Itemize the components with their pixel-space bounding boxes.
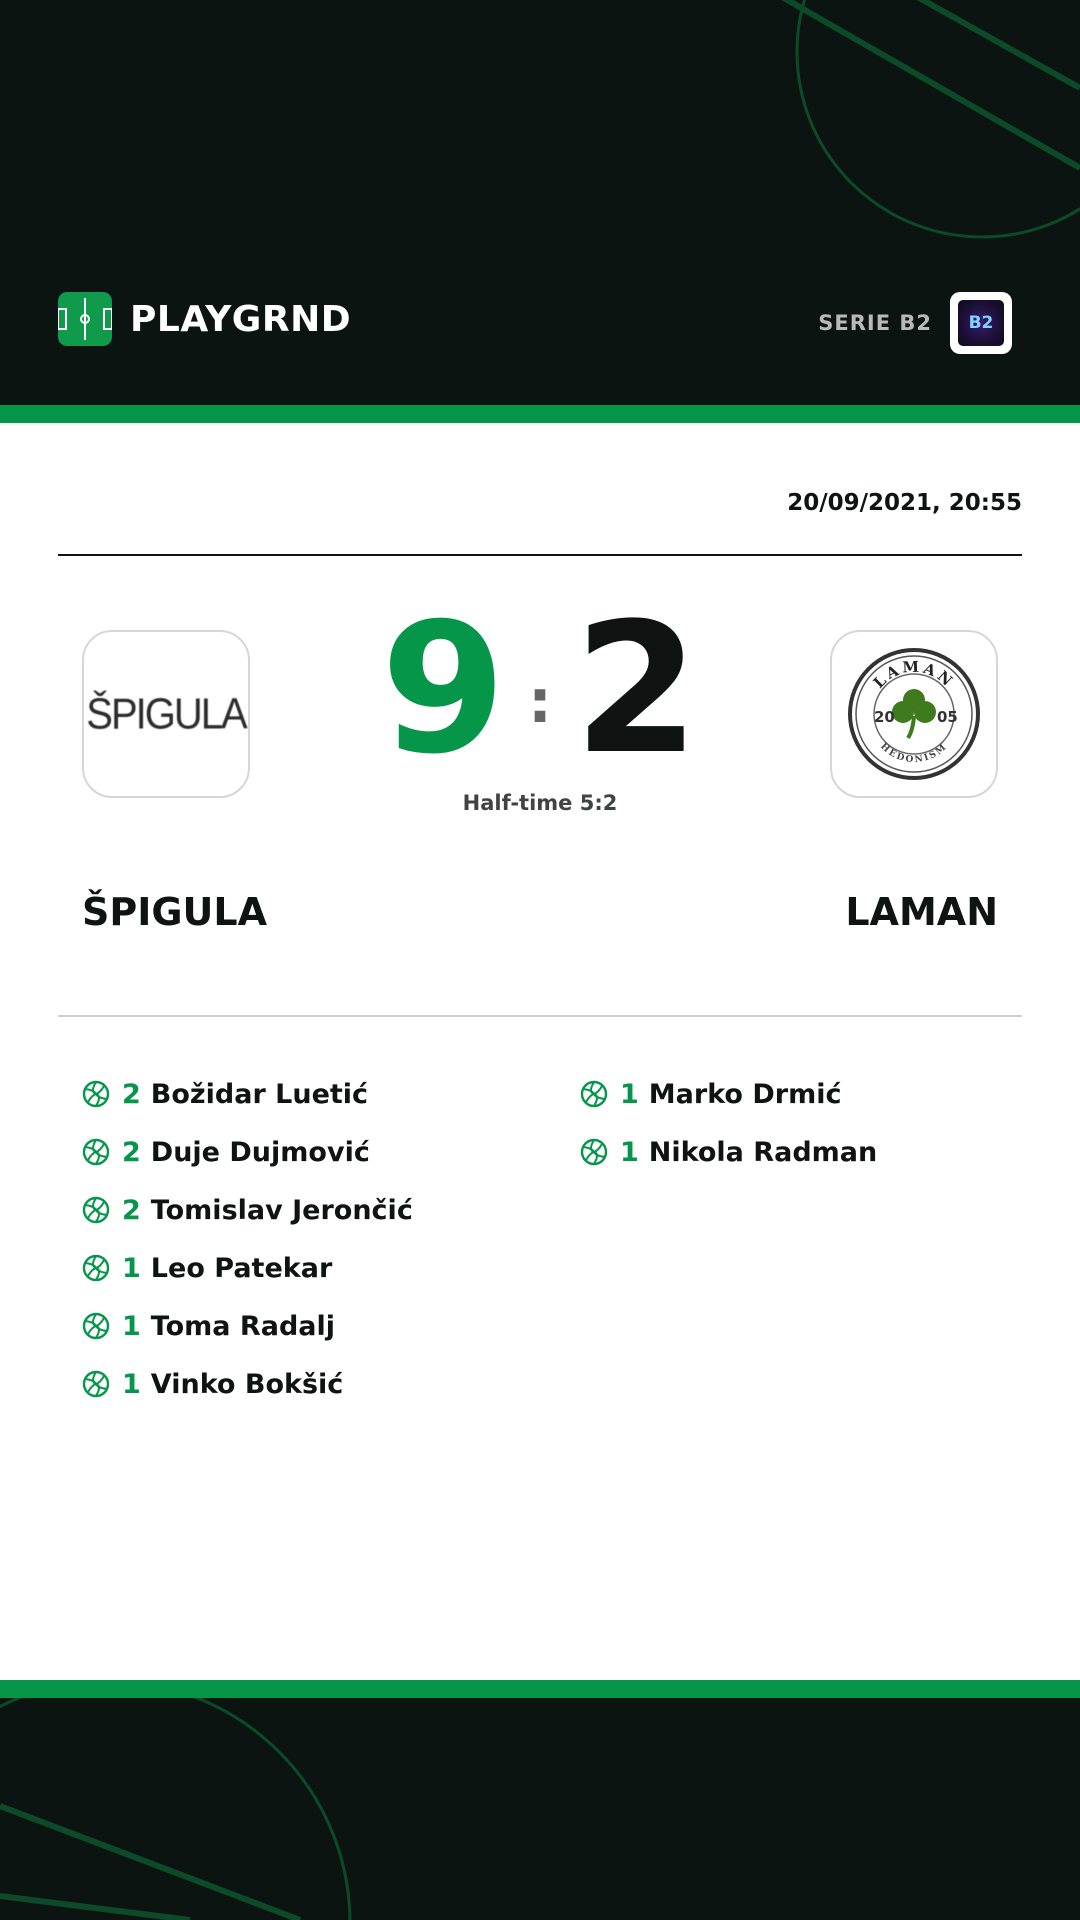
scorer-name: Vinko Bokšić [150, 1368, 344, 1400]
header [0, 0, 1080, 405]
scorer-name: Leo Patekar [150, 1252, 333, 1284]
scorer-goals: 1 [620, 1136, 639, 1168]
divider [58, 554, 1022, 556]
footer-decoration [0, 1698, 1080, 1920]
crest-year-left: 20 [874, 708, 895, 726]
scorer-goals: 1 [122, 1368, 141, 1400]
scorer-item [580, 1065, 1040, 1123]
scorer-item [82, 1239, 542, 1297]
ball-icon [580, 1080, 608, 1108]
home-team-name: ŠPIGULA [82, 890, 268, 934]
scoreboard [380, 585, 700, 794]
away-team-logo [830, 630, 998, 798]
away-scorers-list [580, 1065, 1040, 1181]
scorer-goals: 2 [122, 1194, 141, 1226]
crest-top-text: LAMAN [869, 657, 959, 692]
scorer-item [82, 1065, 542, 1123]
scorer-goals: 2 [122, 1078, 141, 1110]
scorer-name: Duje Dujmović [150, 1136, 370, 1168]
scorer-name: Nikola Radman [648, 1136, 878, 1168]
scorer-name: Tomislav Jerončić [150, 1194, 413, 1226]
match-datetime: 20/09/2021, 20:55 [787, 490, 1022, 516]
away-team-name: LAMAN [845, 890, 998, 934]
ball-icon [82, 1254, 110, 1282]
scorer-item [82, 1123, 542, 1181]
home-score: 9 [380, 585, 506, 794]
league-badge-logo: B2 [958, 300, 1004, 346]
ball-icon [82, 1138, 110, 1166]
divider [58, 1015, 1022, 1017]
header-accent-bar [0, 405, 1080, 423]
scorer-item [82, 1297, 542, 1355]
scorer-goals: 1 [122, 1252, 141, 1284]
laman-crest [844, 644, 984, 784]
home-team-logo [82, 630, 250, 798]
brand[interactable] [58, 292, 351, 346]
scorer-name: Božidar Luetić [150, 1078, 369, 1110]
scorer-name: Toma Radalj [150, 1310, 335, 1342]
halftime-score: Half-time 5:2 [462, 791, 618, 815]
brand-name: PLAYGRND [130, 298, 352, 340]
away-score: 2 [574, 585, 700, 794]
score-separator: : [528, 667, 552, 737]
league-badge [950, 292, 1012, 354]
scorer-goals: 1 [620, 1078, 639, 1110]
ball-icon [82, 1312, 110, 1340]
ball-icon [82, 1370, 110, 1398]
home-scorers-list [82, 1065, 542, 1413]
league-name: SERIE B2 [818, 311, 932, 335]
league[interactable] [818, 292, 1012, 354]
scorer-goals: 2 [122, 1136, 141, 1168]
scorer-item [82, 1181, 542, 1239]
scorer-name: Marko Drmić [648, 1078, 842, 1110]
ball-icon [82, 1196, 110, 1224]
home-team-logo-wordmark: ŠPIGULA [86, 689, 246, 738]
scorer-goals: 1 [122, 1310, 141, 1342]
ball-icon [82, 1080, 110, 1108]
footer [0, 1698, 1080, 1920]
scorer-item [82, 1355, 542, 1413]
footer-accent-bar [0, 1680, 1080, 1698]
ball-icon [580, 1138, 608, 1166]
pitch-icon [58, 292, 112, 346]
scorer-item [580, 1123, 1040, 1181]
crest-bottom-text: HEDONISM [878, 741, 950, 766]
crest-year-right: 05 [937, 708, 958, 726]
